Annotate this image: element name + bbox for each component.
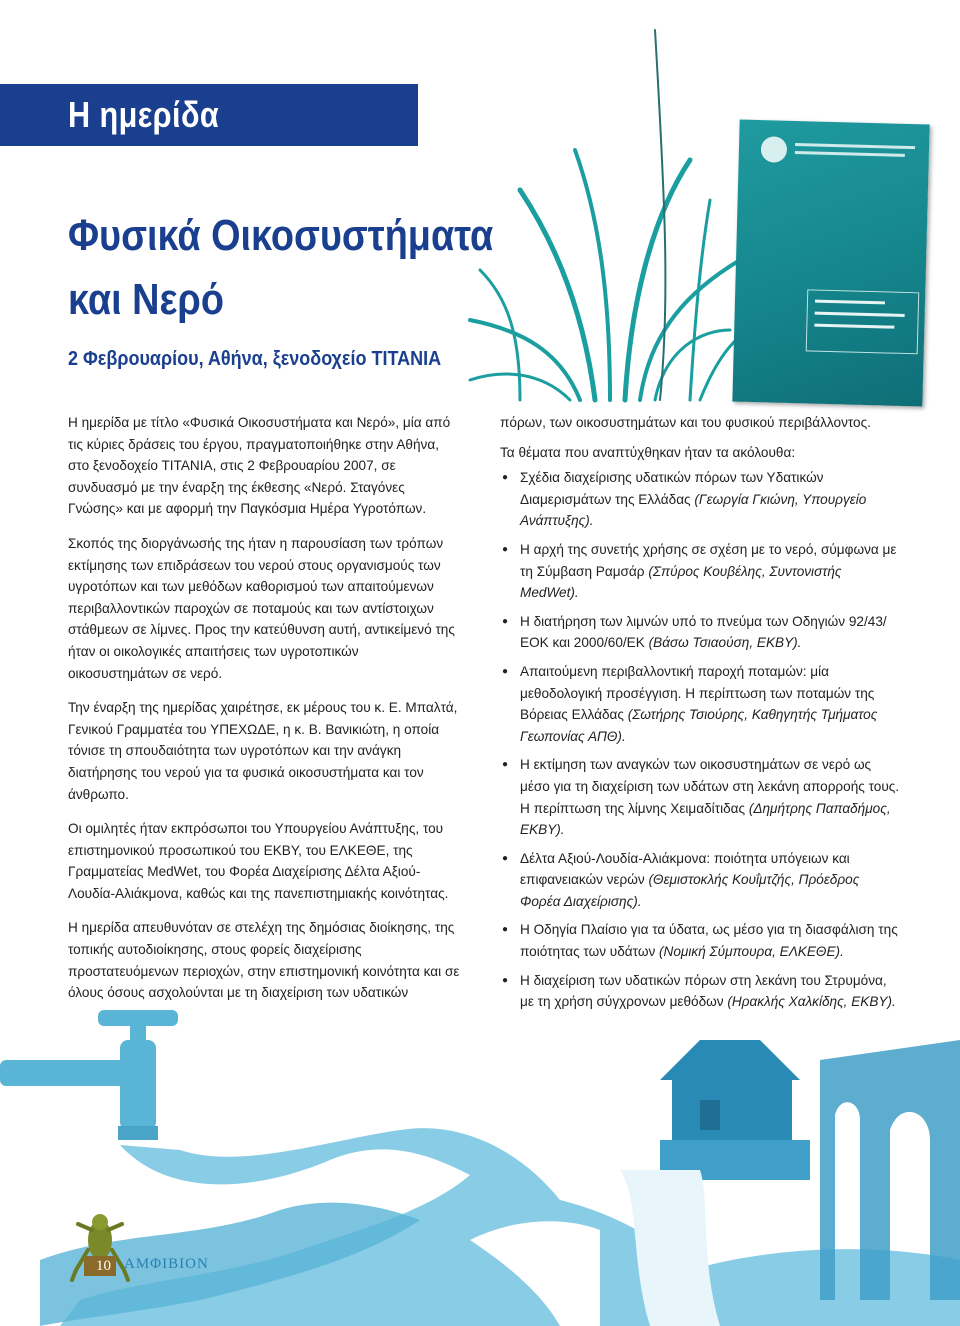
frog-logo-icon <box>70 1210 130 1290</box>
speaker-credit: (Δημήτρης Παπαδήμος, ΕΚΒΥ). <box>520 800 891 838</box>
speaker-credit: (Σωτήρης Τσιούρης, Καθηγητής Τμήματος Γεωπονίας ΑΠΘ). <box>520 707 878 744</box>
article-title <box>68 204 494 332</box>
brochure-header-line <box>795 143 915 149</box>
topics-list <box>500 467 900 1013</box>
article-title-line-2: και Νερό <box>68 275 224 324</box>
article-subtitle-text: 2 Φεβρουαρίου, Αθήνα, ξενοδοχείο ΤΙΤΑΝΙΑ <box>68 348 442 370</box>
list-item: ● Η διαχείριση των υδατικών πόρων στη λεκάνη του Στρυμόνα, με τη χρήση σύγχρονων μεθόδων (Ηρακλής Χαλκίδης, ΕΚΒΥ). <box>500 970 900 1013</box>
house-illustration <box>660 1040 810 1180</box>
article-title-line-1: Φυσικά Οικοσυστήματα <box>68 211 494 260</box>
article-left-column <box>68 412 460 1017</box>
body-paragraph: Την έναρξη της ημερίδας χαιρέτησε, εκ μέρους του κ. Ε. Μπαλτά, Γενικού Γραμματέα του ΥΠΕΧΩΔΕ, η κ. Β. Βανικιώτη, η οποία τόνισε τη σπουδαιότητα των υγροτόπων και την ανάγκη διατήρησης του νερού για τα φυσικά οικοσυστήματα και τον άνθρωπο. <box>68 700 458 802</box>
list-item: ● Η διατήρηση των λιμνών υπό το πνεύμα των Οδηγιών 92/43/ΕΟΚ και 2000/60/ΕΚ (Βάσω Τσιαούση, ΕΚΒΥ). <box>500 611 900 654</box>
reeds-illustration <box>470 30 770 400</box>
list-item: ● Η εκτίμηση των αναγκών των οικοσυστημάτων σε νερό ως μέσο για τη διαχείριση των υδάτων στη λεκάνη απορροής τους. Η περίπτωση της λίμνης Χειμαδίτιδας (Δημήτρης Παπαδήμος, ΕΚΒΥ). <box>500 754 900 840</box>
speaker-credit: (Ηρακλής Χαλκίδης, ΕΚΒΥ). <box>727 994 896 1010</box>
body-paragraph: Η ημερίδα απευθυνόταν σε στελέχη της δημόσιας διοίκησης, της τοπικής αυτοδιοίκησης, στους φορείς διαχείρισης προστατευόμενων περιοχών, στην επιστημονική κοινότητα και σε όλους όσους ασχολούνται με τη διαχείριση των υδατικών <box>68 920 460 1001</box>
tap-illustration <box>0 1010 178 1140</box>
speaker-credit: (Σπύρος Κουβέλης, Συντονιστής MedWet). <box>520 563 842 601</box>
list-item: ● Η αρχή της συνετής χρήσης σε σχέση με το νερό, σύμφωνα με τη Σύμβαση Ραμσάρ (Σπύρος Κουβέλης, Συντονιστής MedWet). <box>500 539 900 604</box>
speaker-credit: (Βάσω Τσιαούση, ΕΚΒΥ). <box>648 635 802 651</box>
body-paragraph: Σκοπός της διοργάνωσής της ήταν η παρουσίαση των τρόπων εκτίμησης των επιδράσεων του νερού στους οργανισμούς των υγροτόπων και των μεθόδων καθορισμού των απαιτούμενων περιβαλλοντικών παροχών σε ποταμούς και των αντίστοιχων στάθμεων σε λίμνες. Προς την κατεύθυνση αυτή, αντικείμενό της ήταν οι οικολογικές απαιτήσεις των υγροτοπικών οικοσυστημάτων σε νερό. <box>68 535 455 681</box>
topics-intro: Τα θέματα που αναπτύχθηκαν ήταν τα ακόλουθα: <box>500 444 796 460</box>
brochure-cover-image <box>732 120 929 407</box>
speaker-credit: (Γεωργία Γκιώνη, Υπουργείο Ανάπτυξης). <box>520 491 867 529</box>
speaker-credit: (Θεμιστοκλής Κουΐμτζής, Πρόεδρος Φορέα Διαχείρισης). <box>520 872 860 909</box>
list-item: ● Απαιτούμενη περιβαλλοντική παροχή ποταμών: μία μεθοδολογική προσέγγιση. Η περίπτωση των ποταμών της Βόρειας Ελλάδας (Σωτήρης Τσιούρης, Καθηγητής Τμήματος Γεωπονίας ΑΠΘ). <box>500 661 900 747</box>
magazine-name: ΑΜΦΙΒΙΟΝ <box>124 1256 209 1272</box>
body-paragraph-continued: πόρων, των οικοσυστημάτων και του φυσικού περιβάλλοντος. <box>500 415 871 430</box>
brochure-logo-icon <box>761 136 788 163</box>
speaker-credit: (Νομική Σύμπουρα, ΕΛΚΕΘΕ). <box>659 944 844 960</box>
list-item: ● Η Οδηγία Πλαίσιο για τα ύδατα, ως μέσο για τη διασφάλιση της ποιότητας των υδάτων (Νομική Σύμπουρα, ΕΛΚΕΘΕ). <box>500 919 900 962</box>
article-subtitle <box>68 348 442 371</box>
list-item: ● Σχέδια διαχείρισης υδατικών πόρων των Υδατικών Διαμερισμάτων της Ελλάδας (Γεωργία Γκιώνη, Υπουργείο Ανάπτυξης). <box>500 467 900 532</box>
article-right-column <box>500 412 900 1020</box>
list-item: ● Δέλτα Αξιού-Λουδία-Αλιάκμονα: ποιότητα υπόγειων και επιφανειακών νερών (Θεμιστοκλής Κουΐμτζής, Πρόεδρος Φορέα Διαχείρισης). <box>500 848 900 913</box>
brochure-header-line <box>795 151 905 157</box>
body-paragraph: Οι ομιλητές ήταν εκπρόσωποι του Υπουργείου Ανάπτυξης, του επιστημονικού προσωπικού του ΕΚΒΥ, του ΕΛΚΕΘΕ, της Γραμματείας MedWet, του Φορέα Διαχείρισης Δέλτα Αξιού-Λουδία-Αλιάκμονα, καθώς και της πανεπιστημιακής κοινότητας. <box>68 821 449 901</box>
body-paragraph: Η ημερίδα με τίτλο «Φυσικά Οικοσυστήματα και Νερό», μία από τις κύριες δράσεις του έργου, πραγματοποιήθηκε στην Αθήνα, στο ξενοδοχείο ΤΙΤΑΝΙΑ, στις 2 Φεβρουαρίου 2007, σε συνδυασμό με την έναρξη της έκθεσης «Νερό. Σταγόνες Γνώσης» και με αφορμή την Παγκόσμια Ημέρα Υγροτόπων. <box>68 415 451 517</box>
section-title: Η ημερίδα <box>68 94 220 135</box>
page-number: 10 <box>96 1258 111 1274</box>
